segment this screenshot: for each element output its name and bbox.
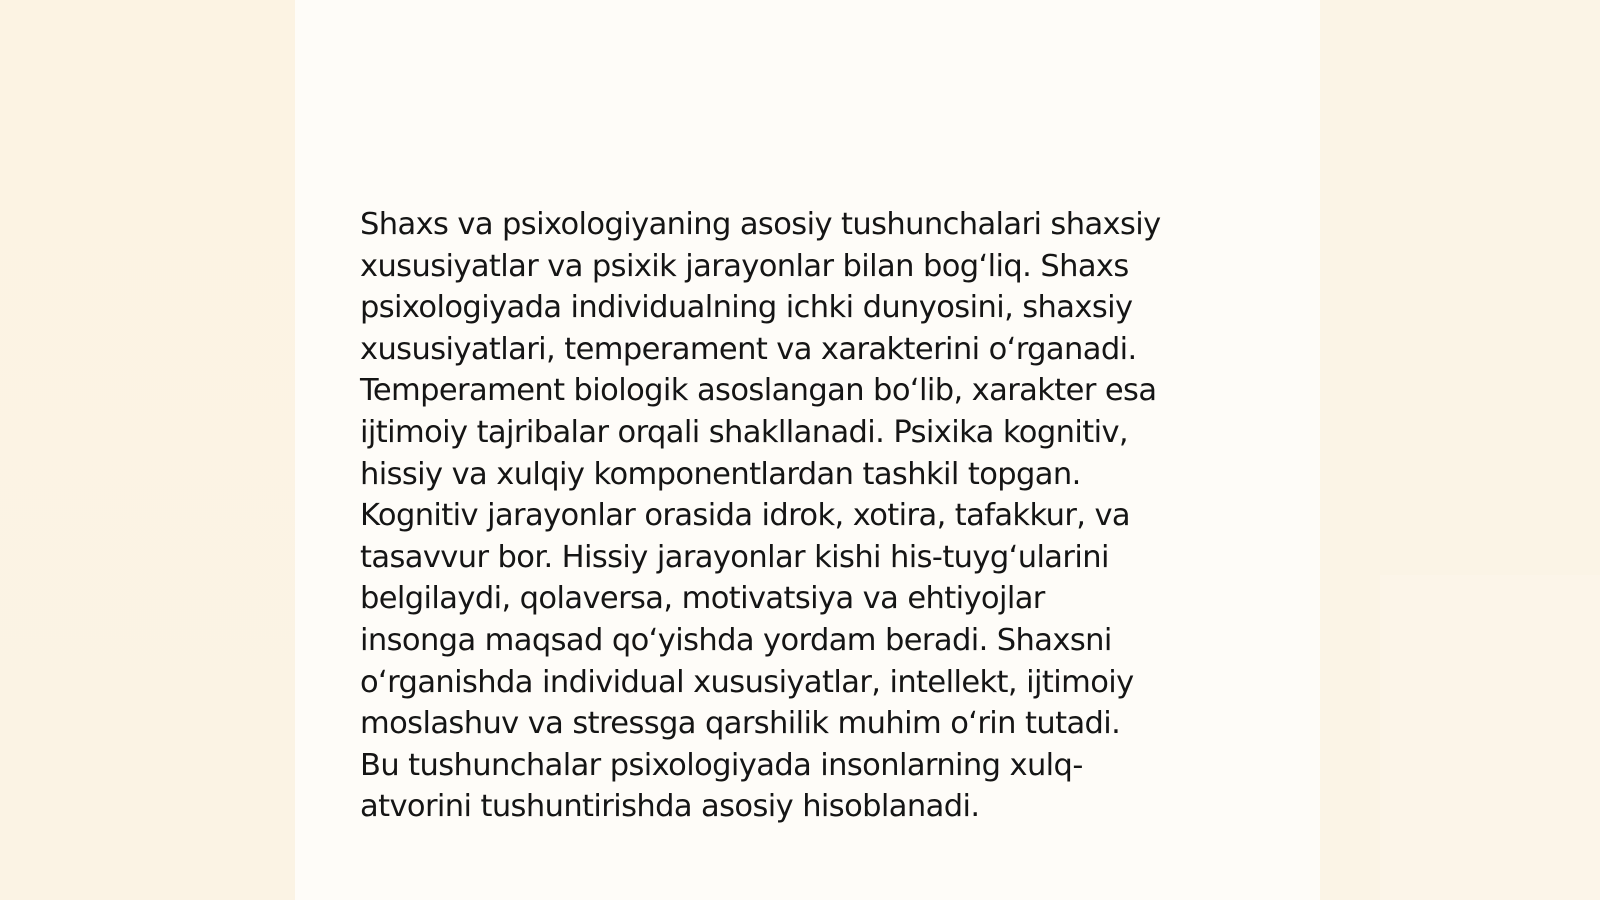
slide-paragraph: Shaxs va psixologiyaning asosiy tushunchalari shaxsiy xususiyatlar va psixik jarayonlar bilan bogʻliq. Shaxs psixologiyada individualning ichki dunyosini, shaxsiy xususiyatlari, temperament va xarakterini oʻrganadi. Temperament biologik asoslangan boʻlib, xarakter esa ijtimoiy tajribalar orqali shakllanadi. Psixika kognitiv, hissiy va xulqiy komponentlardan tashkil topgan. Kognitiv jarayonlar orasida idrok, xotira, tafakkur, va tasavvur bor. Hissiy jarayonlar kishi his-tuygʻularini belgilaydi, qolaversa, motivatsiya va ehtiyojlar insonga maqsad qoʻyishda yordam beradi. Shaxsni oʻrganishda individual xususiyatlar, intellekt, ijtimoiy moslashuv va stressga qarshilik muhim oʻrin tutadi. Bu tushunchalar psixologiyada insonlarning xulq- atvorini tushuntirishda asosiy hisoblanadi. — [360, 207, 1161, 825]
left-margin-background — [0, 0, 295, 900]
right-margin-panel — [1380, 575, 1600, 900]
